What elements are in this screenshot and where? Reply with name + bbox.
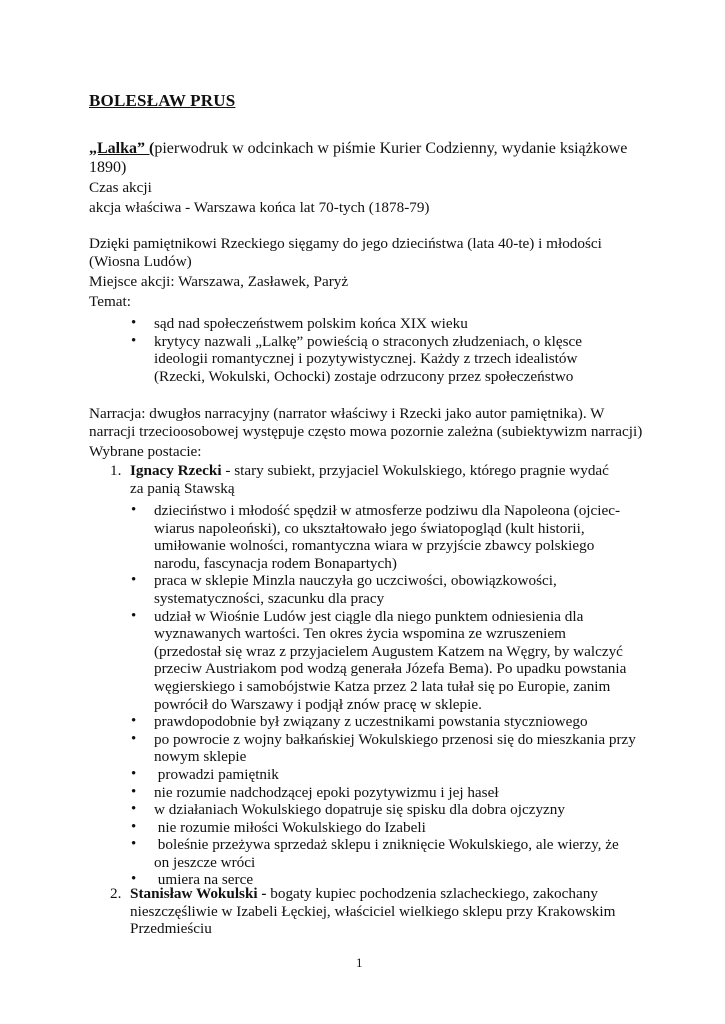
- lalka-title: „Lalka” (: [89, 140, 155, 157]
- akcja-wlasciwa-text: akcja właściwa - Warszawa końca lat 70-tych (1878-79): [89, 199, 430, 216]
- lalka-publication-note: pierwodruk w odcinkach w piśmie Kurier Codzienny, wydanie książkowe 1890): [89, 140, 628, 176]
- dzieki-paragraph: Dzięki pamiętnikowi Rzeckiego sięgamy do jego dzieciństwa (lata 40-te) i młodości (Wiosna Ludów): [89, 235, 602, 270]
- character-item-rzecki: [110, 462, 610, 497]
- list-item: • po powrocie z wojny bałkańskiej Wokulskiego przenosi się do mieszkania przy nowym sklepie: [131, 731, 637, 766]
- miejsce-akcji-text: Miejsce akcji: Warszawa, Zasławek, Paryż: [89, 273, 349, 290]
- narracja-paragraph: Narracja: dwugłos narracyjny (narrator właściwy i Rzecki jako autor pamiętnika). W narracji trzecioosobowej występuje często mowa pozornie zależna (subiektywizm narracji): [89, 405, 643, 440]
- list-item: • krytycy nazwali „Lalkę” powieścią o straconych złudzeniach, o klęsce ideologii romantycznej i pozytywistycznej. Każdy z trzech idealistów (Rzecki, Wokulski, Ochocki) zostaje odrzucony przez społeczeństwo: [131, 333, 631, 386]
- list-item: • nie rozumie miłości Wokulskiego do Izabeli: [131, 819, 637, 837]
- rzecki-list: [131, 502, 637, 889]
- list-number: 2.: [110, 885, 122, 902]
- temat-label: Temat:: [89, 293, 131, 310]
- list-item: • sąd nad społeczeństwem polskim końca XIX wieku: [131, 315, 631, 333]
- list-item: • prowadzi pamiętnik: [131, 766, 637, 784]
- character-description: bogaty kupiec pochodzenia szlacheckiego, zakochany nieszczęśliwie w Izabeli Łęckiej, właściciel wielkiego sklepu przy Krakowskim Przedmieściu: [130, 885, 616, 938]
- list-item: • umiera na serce: [131, 871, 637, 889]
- list-number: 1.: [110, 462, 122, 479]
- character-item-wokulski: [110, 885, 620, 938]
- list-item: • nie rozumie nadchodzącej epoki pozytywizmu i jej haseł: [131, 784, 637, 802]
- list-item: • praca w sklepie Minzla nauczyła go uczciwości, obowiązkowości, systematyczności, szacunku dla pracy: [131, 572, 637, 607]
- page-number: 1: [356, 955, 363, 970]
- document-title: BOLESŁAW PRUS: [89, 91, 236, 110]
- list-item: • prawdopodobnie był związany z uczestnikami powstania styczniowego: [131, 713, 637, 731]
- lalka-heading: [89, 139, 649, 177]
- character-description: - stary subiekt, przyjaciel Wokulskiego, którego pragnie wydać za panią Stawską: [130, 462, 609, 497]
- list-item: • w działaniach Wokulskiego dopatruje się spisku dla dobra ojczyzny: [131, 801, 637, 819]
- wybrane-postacie-label: Wybrane postacie:: [89, 443, 202, 460]
- character-name: Stanisław Wokulski -: [130, 885, 267, 902]
- list-item: • dzieciństwo i młodość spędził w atmosferze podziwu dla Napoleona (ojciec-wiarus napoleoński), co ukształtowało jego światopogląd (kult historii, umiłowanie wolności, romantyczna wiara w przyjście zbawcy polskiego narodu, fascynacja rodem Bonapartych): [131, 502, 637, 572]
- list-item: • boleśnie przeżywa sprzedaż sklepu i zniknięcie Wokulskiego, ale wierzy, że on jeszcze wróci: [131, 836, 637, 871]
- temat-list: [131, 315, 631, 385]
- character-name: Ignacy Rzecki: [130, 462, 222, 479]
- czas-akcji-label: Czas akcji: [89, 179, 152, 196]
- list-item: • udział w Wiośnie Ludów jest ciągle dla niego punktem odniesienia dla wyznawanych wartości. Ten okres życia wspomina ze wzruszeniem (przedostał się wraz z przyjacielem Augustem Katzem na Węgry, by walczyć przeciw Austriakom pod wodzą generała Józefa Bema). Po upadku powstania węgierskiego i samobójstwie Katza przez 2 lata tułał się po Europie, zanim powrócił do Warszawy i podjął znów pracę w sklepie.: [131, 608, 637, 714]
